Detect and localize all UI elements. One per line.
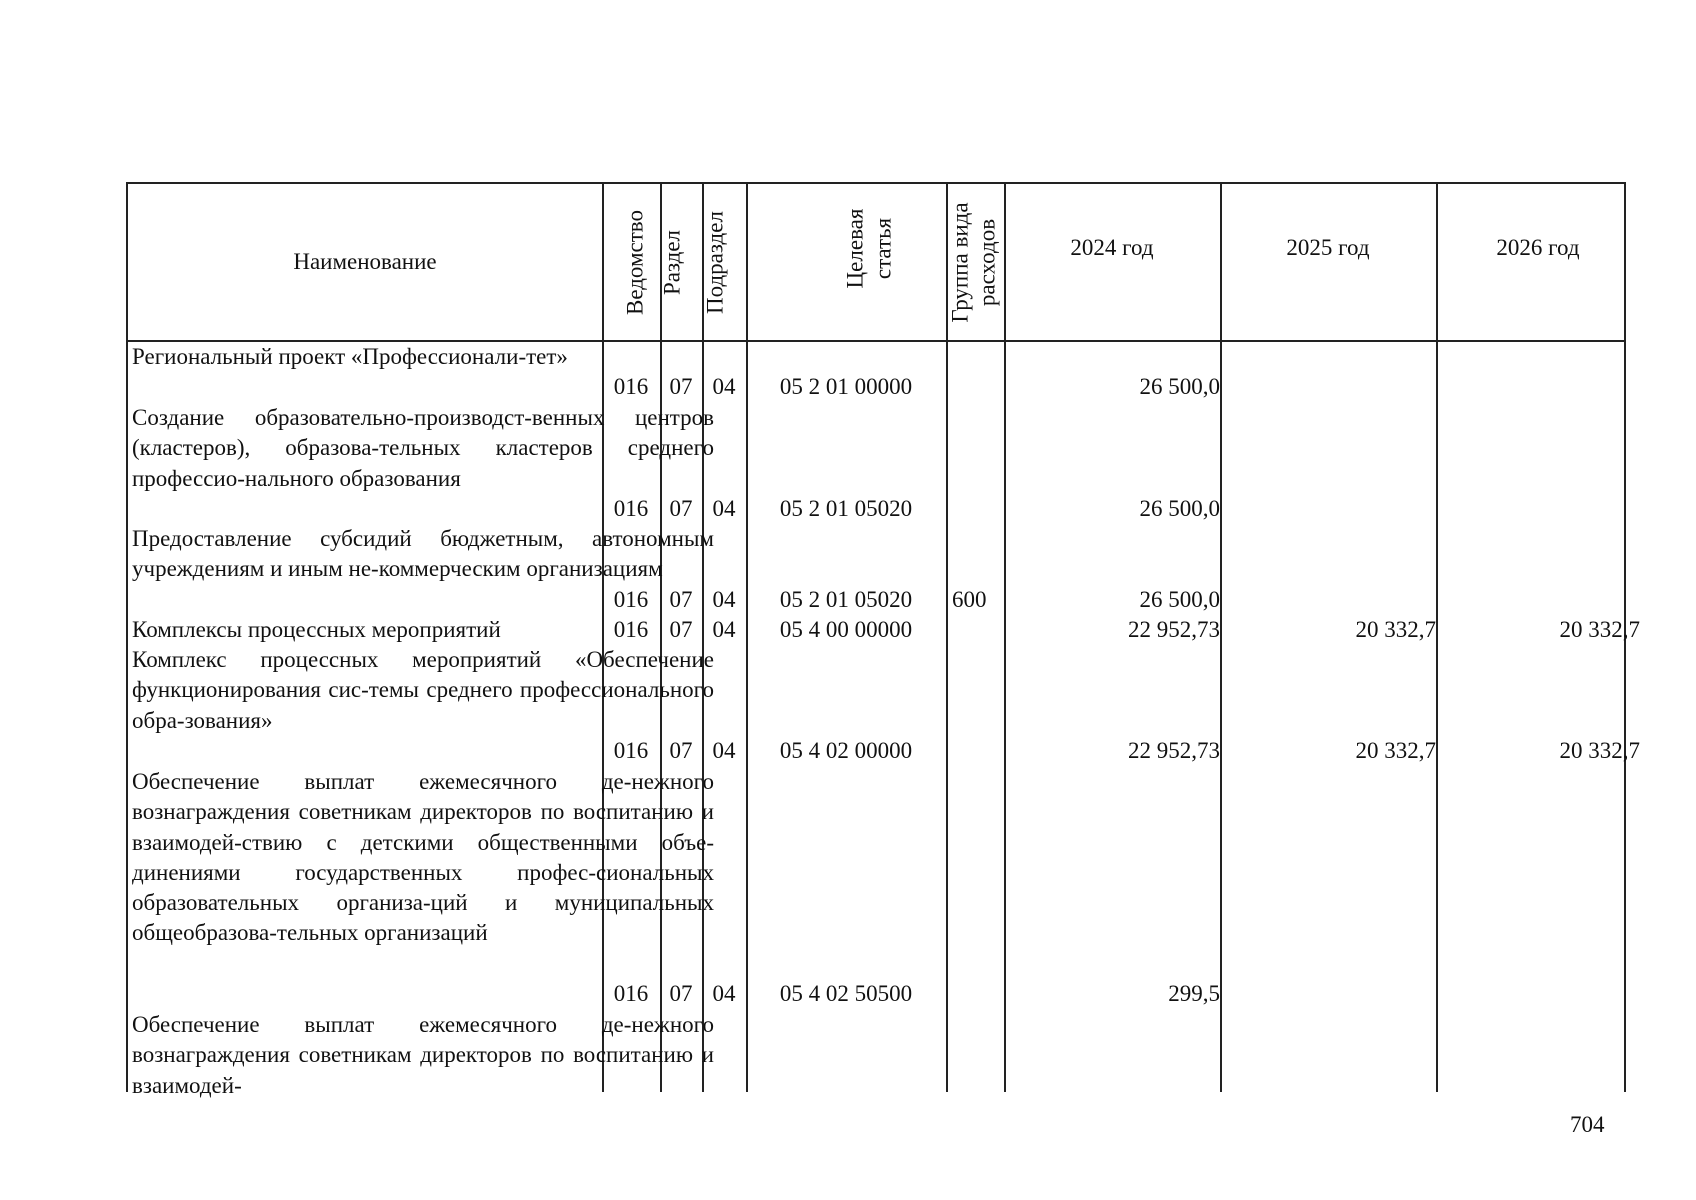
header-gruppa-line2: расходов — [974, 218, 1000, 307]
header-celevaya-line2: статья — [870, 217, 896, 280]
row-podrazdel: 04 — [712, 981, 736, 1006]
row-razdel: 07 — [669, 587, 693, 612]
row-razdel: 07 — [669, 981, 693, 1006]
row-2024: 22 952,73 — [1128, 617, 1220, 642]
budget-table — [126, 182, 1640, 1098]
row-vedomstvo: 016 — [613, 981, 649, 1006]
row-name: Комплекс процессных мероприятий «Обеспечение функционирования сис-темы среднего профессионального обра-зования» — [132, 647, 714, 733]
row-name: Комплексы процессных мероприятий — [132, 617, 501, 642]
row-podrazdel: 04 — [712, 587, 736, 612]
header-2024: 2024 год — [1070, 235, 1154, 260]
header-gruppa-line1: Группа вида — [947, 202, 973, 323]
row-vedomstvo: 016 — [613, 738, 649, 763]
header-2026: 2026 год — [1496, 235, 1580, 260]
row-razdel: 07 — [669, 374, 693, 399]
row-podrazdel: 04 — [712, 374, 736, 399]
row-2025: 20 332,7 — [1355, 617, 1436, 642]
header-razdel: Раздел — [659, 229, 685, 296]
header-celevaya-line1: Целевая — [842, 208, 868, 289]
row-2024: 26 500,0 — [1139, 496, 1220, 521]
row-celevaya: 05 2 01 05020 — [779, 496, 913, 521]
row-celevaya: 05 2 01 05020 — [779, 587, 913, 612]
row-2024: 299,5 — [1168, 981, 1220, 1006]
row-name: Обеспечение выплат ежемесячного де-нежного вознаграждения советникам директоров по воспитанию и взаимодей- — [132, 1012, 714, 1098]
row-celevaya: 05 4 02 50500 — [779, 981, 913, 1006]
row-vedomstvo: 016 — [613, 496, 649, 521]
row-razdel: 07 — [669, 496, 693, 521]
header-2025: 2025 год — [1286, 235, 1370, 260]
header-name: Наименование — [293, 249, 437, 274]
row-gruppa: 600 — [952, 587, 987, 612]
row-celevaya: 05 2 01 00000 — [779, 374, 913, 399]
row-podrazdel: 04 — [712, 496, 736, 521]
row-razdel: 07 — [669, 617, 693, 642]
page-number: 704 — [1570, 1112, 1605, 1137]
row-2024: 26 500,0 — [1139, 587, 1220, 612]
row-vedomstvo: 016 — [613, 587, 649, 612]
header-podrazdel: Подраздел — [702, 211, 728, 314]
row-celevaya: 05 4 02 00000 — [779, 738, 913, 763]
row-vedomstvo: 016 — [613, 374, 649, 399]
row-2024: 26 500,0 — [1139, 374, 1220, 399]
row-vedomstvo: 016 — [613, 617, 649, 642]
row-2025: 20 332,7 — [1355, 738, 1436, 763]
row-name: Региональный проект «Профессионали-тет» — [132, 344, 568, 369]
row-podrazdel: 04 — [712, 617, 736, 642]
header-vedomstvo: Ведомство — [622, 209, 648, 316]
row-name: Создание образовательно-производст-венных центров (кластеров), образова-тельных кластеров среднего профессио-нального образования — [132, 405, 714, 491]
row-2026: 20 332,7 — [1559, 617, 1640, 642]
row-2026: 20 332,7 — [1559, 738, 1640, 763]
row-razdel: 07 — [669, 738, 693, 763]
row-celevaya: 05 4 00 00000 — [779, 617, 913, 642]
row-name: Обеспечение выплат ежемесячного де-нежного вознаграждения советникам директоров по воспитанию и взаимодей-ствию с детскими общественными объе-динениями государственных профес-сиональных образовательных организа-ций и муниципальных общеобразова-тельных организаций — [132, 769, 714, 946]
row-name: Предоставление субсидий бюджетным, автономным учреждениям и иным не-коммерческим организациям — [132, 526, 714, 582]
row-2024: 22 952,73 — [1128, 738, 1220, 763]
row-podrazdel: 04 — [712, 738, 736, 763]
